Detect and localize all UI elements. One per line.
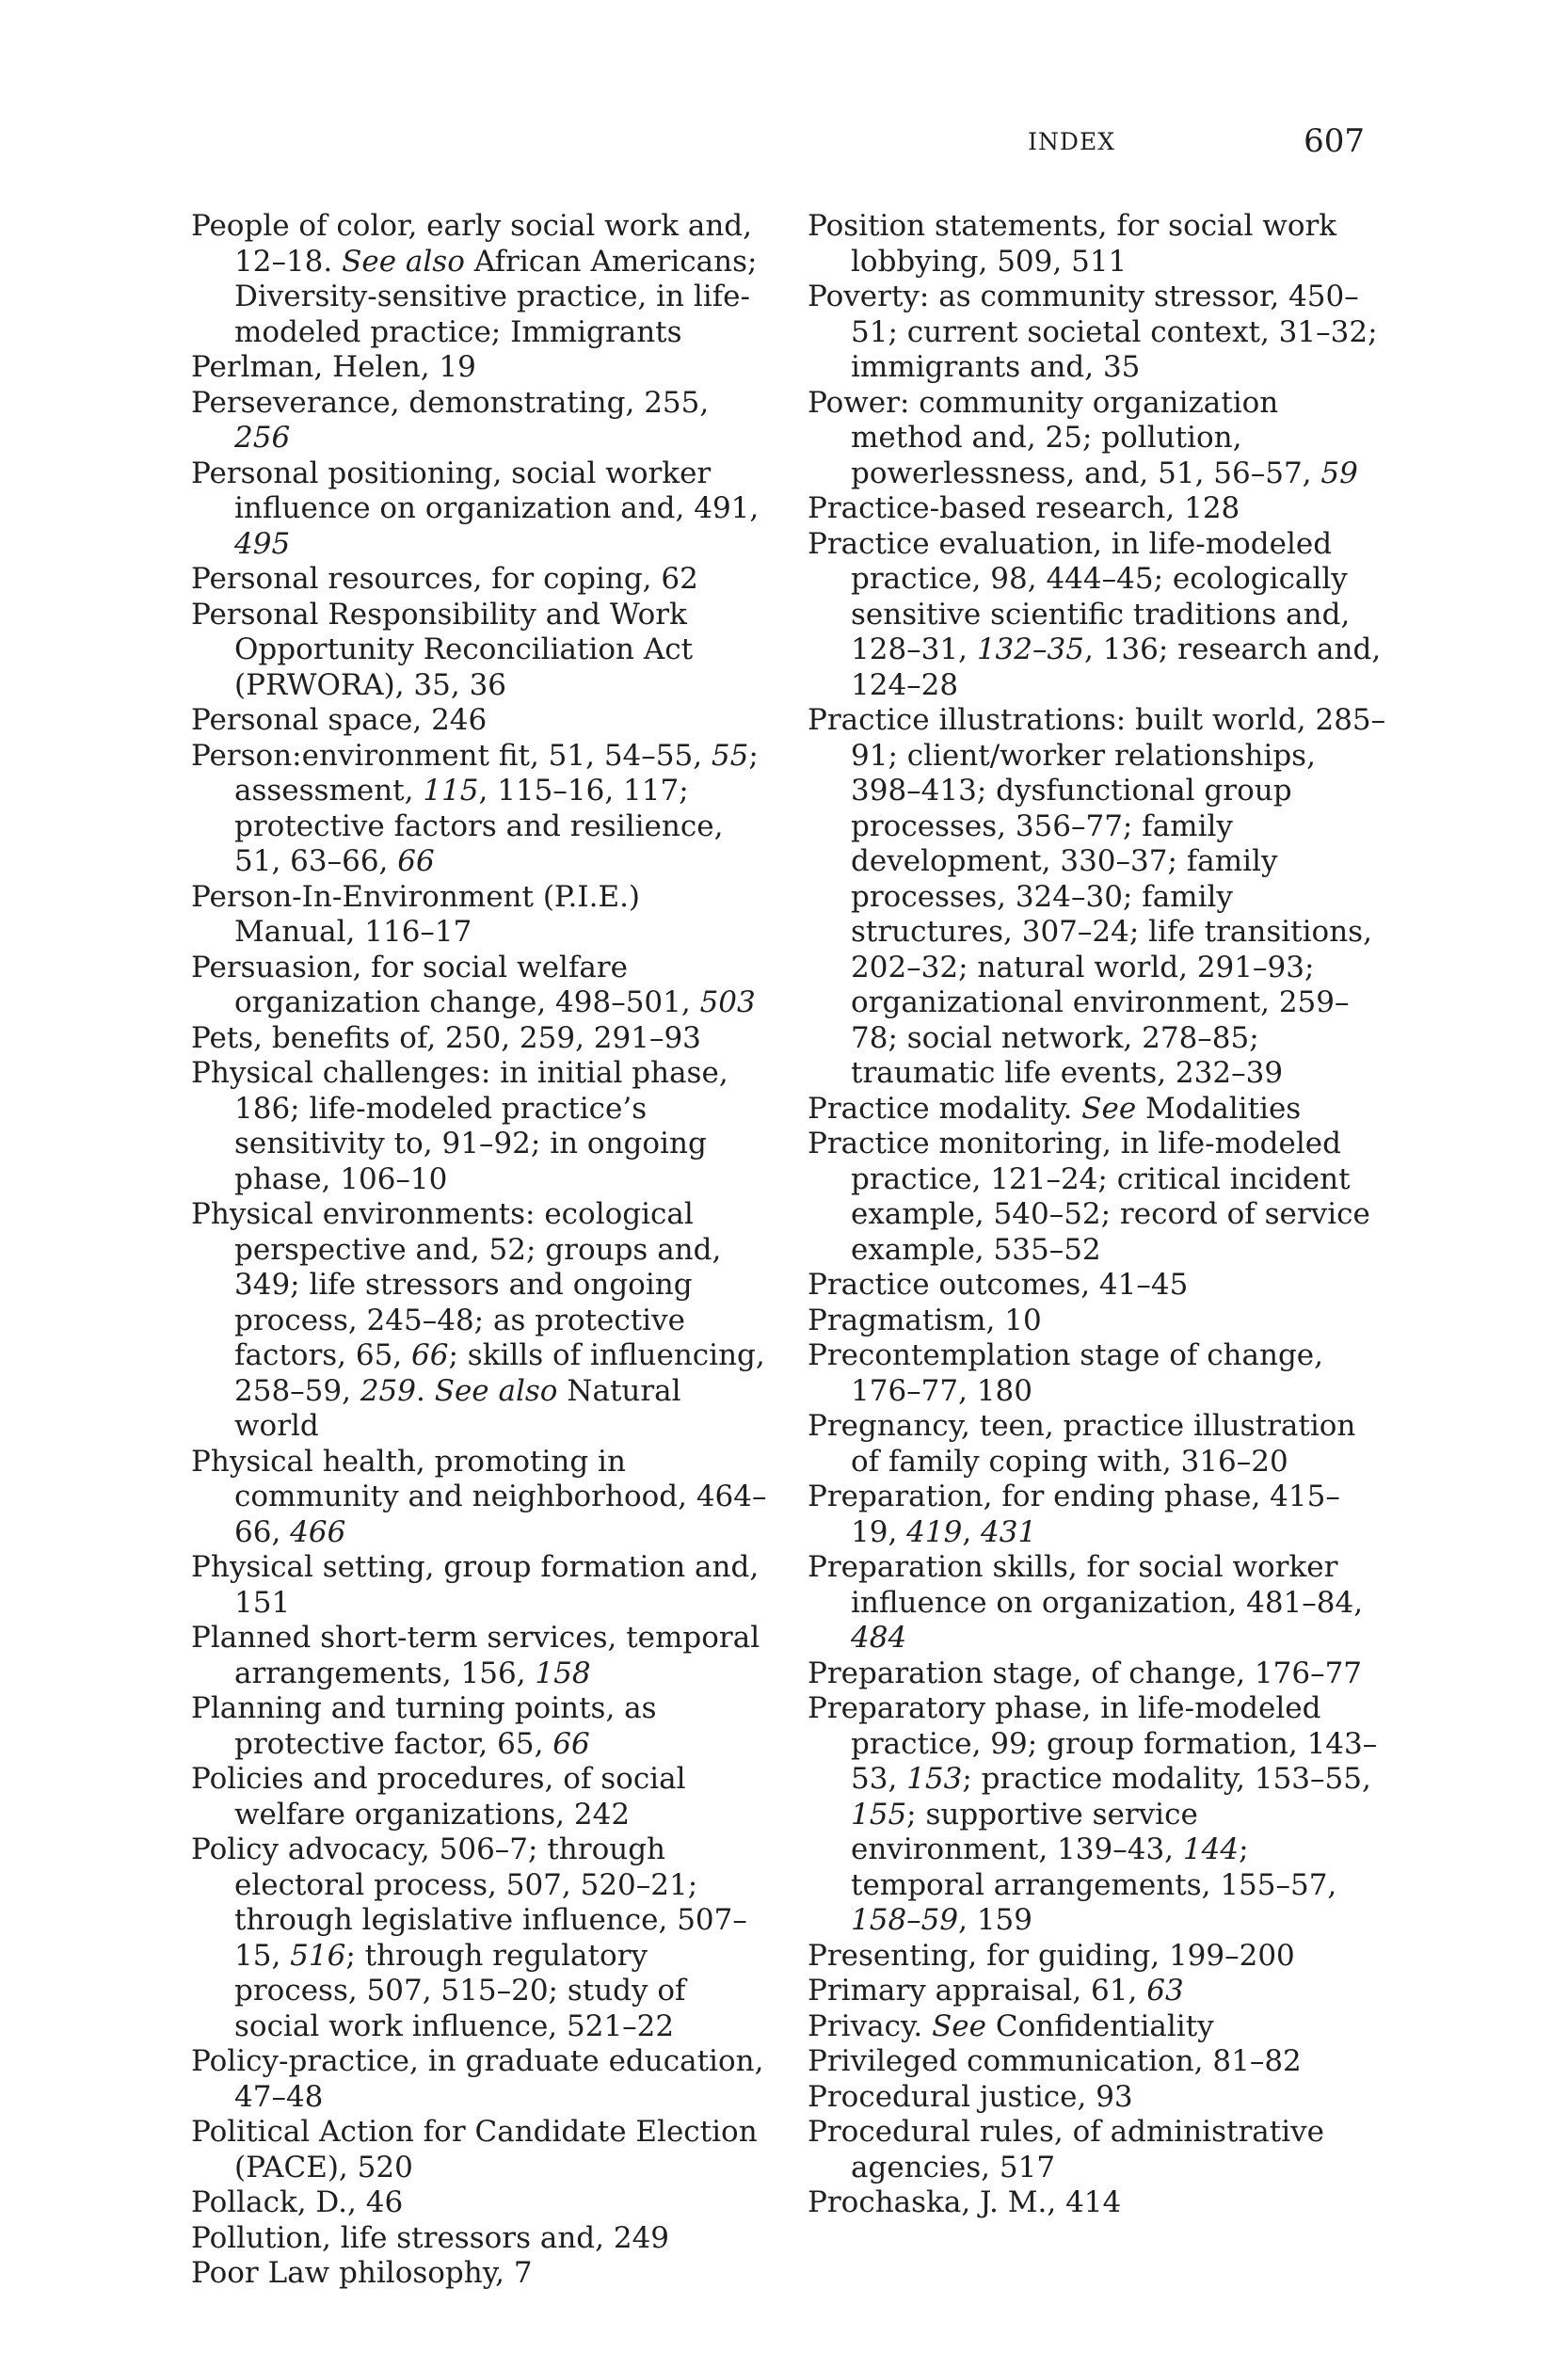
index-entry xyxy=(808,1304,1386,1339)
page-number: 607 xyxy=(1304,122,1365,160)
index-entry xyxy=(191,2256,770,2292)
index-entry-italic-text: See also xyxy=(434,1373,558,1408)
index-entry-italic-text: 153 xyxy=(906,1762,963,1796)
index-entry-text: , 115–16, 117; protective factors and resilience, 51, 63–66, xyxy=(234,774,724,878)
index-entry-text: Physical challenges: in initial phase, 186; life-modeled practice’s sensitivity to, 91–92; in ongoing phase, 106–10 xyxy=(191,1056,728,1196)
index-entry xyxy=(191,1056,770,1197)
index-entry xyxy=(191,880,770,951)
index-entry xyxy=(191,1832,770,2044)
index-entry-text: Pregnancy, teen, practice illustration of family coping with, 316–20 xyxy=(808,1409,1356,1479)
index-entry xyxy=(191,598,770,704)
index-entry-italic-text: 144 xyxy=(1182,1832,1240,1866)
index-entry-text: Practice-based research, 128 xyxy=(808,491,1240,525)
index-entry-italic-text: 484 xyxy=(851,1621,907,1655)
index-entry xyxy=(191,951,770,1021)
index-entry-text: Policy advocacy, 506–7; through electoral process, 507, 520–21; through legislative influence, 507–15, xyxy=(191,1832,747,1973)
index-entry-text: Pollution, life stressors and, 249 xyxy=(191,2220,670,2255)
index-entry xyxy=(191,2044,770,2115)
index-entry-text: Poverty: as community stressor, 450–51; current societal context, 31–32; immigrants and, 35 xyxy=(808,280,1378,384)
index-entry xyxy=(808,1092,1386,1128)
index-entry xyxy=(808,2185,1386,2221)
index-entry-text: Person:environment fit, 51, 54–55, xyxy=(191,738,712,773)
index-entry xyxy=(808,209,1386,280)
index-entry-italic-text: See xyxy=(932,2008,986,2043)
index-entry xyxy=(191,2221,770,2257)
index-entry xyxy=(808,2115,1386,2185)
index-entry-text: People of color, early social work and, 12–18. xyxy=(191,209,752,279)
index-entry-italic-text: 419 xyxy=(906,1514,963,1549)
index-entry xyxy=(191,2115,770,2185)
index-entry-text: , 136; research and, 124–28 xyxy=(851,632,1382,702)
index-entry-text: Practice outcomes, 41–45 xyxy=(808,1268,1189,1302)
index-entry-text: Confidentiality xyxy=(986,2008,1214,2043)
index-entry-text: Physical health, promoting in community and neighborhood, 464–66, xyxy=(191,1444,767,1549)
index-entry-italic-text: 256 xyxy=(234,421,291,455)
index-entry-italic-text: 55 xyxy=(711,738,749,773)
index-entry-text: Persuasion, for social welfare organization change, 498–501, xyxy=(191,950,700,1019)
index-entry xyxy=(808,1127,1386,1268)
index-entry-text: Planning and turning points, as protective factor, 65, xyxy=(191,1691,657,1761)
index-entry-text: Perseverance, demonstrating, 255, xyxy=(191,385,710,420)
index-entry xyxy=(191,562,770,598)
index-entry-text: ; temporal arrangements, 155–57, xyxy=(851,1832,1337,1902)
index-entry-text: Practice evaluation, in life-modeled practice, 98, 444–45; ecologically sensitive scientific traditions and, 128–31, xyxy=(808,526,1351,666)
index-entry-text: Preparation, for ending phase, 415–19, xyxy=(808,1480,1340,1549)
index-entry-italic-text: 115 xyxy=(423,774,479,808)
index-entry-italic-text: See also xyxy=(342,244,465,279)
index-entry-text: Preparation skills, for social worker influence on organization, 481–84, xyxy=(808,1550,1364,1620)
index-entry-text: Practice illustrations: built world, 285–91; client/worker relationships, 398–413; dysfunctional group processes, 356–77; family development, 330–37; family processes, 324–30; family structures, 307–24; life transitions, 202–32; natural world, 291–93; organizational environment, 259–78; social network, 278–85; traumatic life events, 232–39 xyxy=(808,703,1386,1090)
index-entry-italic-text: 158 xyxy=(535,1656,591,1690)
index-entry-text: Primary appraisal, 61, xyxy=(808,1974,1147,2008)
index-entry-text: Procedural justice, 93 xyxy=(808,2079,1133,2114)
index-entry-text: Modalities xyxy=(1136,1091,1302,1126)
index-entry-text: Physical environments: ecological perspective and, 52; groups and, 349; life stressors and ongoing process, 245–48; as protective factors, 65, xyxy=(191,1197,722,1372)
index-entry xyxy=(808,1691,1386,1939)
index-entry-italic-text: 66 xyxy=(552,1726,590,1761)
index-entry-italic-text: 66 xyxy=(397,844,435,878)
index-entry-text: African Americans; Diversity-sensitive practice, in life-modeled practice; Immigrants xyxy=(234,244,758,349)
index-entry-text: Power: community organization method and, 25; pollution, powerlessness, and, 51, 56–57, xyxy=(808,385,1321,490)
index-entry-italic-text: 431 xyxy=(981,1514,1037,1549)
index-entry-text: Position statements, for social work lobbying, 509, 511 xyxy=(808,209,1337,279)
index-entry xyxy=(808,1939,1386,1975)
index-entry-text: ; practice modality, 153–55, xyxy=(962,1762,1371,1796)
index-entry-italic-text: 466 xyxy=(290,1514,346,1549)
index-entry-text: Policy-practice, in graduate education, 47–48 xyxy=(191,2044,764,2114)
index-entry xyxy=(191,1691,770,1762)
index-entry-text: , xyxy=(962,1514,982,1549)
index-entry-italic-text: 516 xyxy=(290,1938,346,1973)
index-entry-text: Preparatory phase, in life-modeled practice, 99; group formation, 143–53, xyxy=(808,1691,1378,1796)
index-entry-text: ; skills of influencing, 258–59, xyxy=(234,1338,765,1408)
index-entry-text: Personal resources, for coping, 62 xyxy=(191,562,698,596)
index-entry xyxy=(808,1550,1386,1656)
index-entry-text: Privacy. xyxy=(808,2008,933,2043)
index-entry xyxy=(808,2009,1386,2045)
index-entry-italic-text: 155 xyxy=(851,1797,907,1832)
index-entry-text: Preparation stage, of change, 176–77 xyxy=(808,1656,1363,1690)
index-entry-text: Planned short-term services, temporal arrangements, 156, xyxy=(191,1621,760,1690)
index-entry xyxy=(808,527,1386,704)
index-entry xyxy=(808,1338,1386,1409)
index-entry-text: Pets, benefits of, 250, 259, 291–93 xyxy=(191,1020,701,1055)
index-entry xyxy=(808,2080,1386,2116)
index-entry-text: Practice monitoring, in life-modeled practice, 121–24; critical incident example, 540–52; record of service example, 535–52 xyxy=(808,1127,1370,1267)
index-entry-text: Policies and procedures, of social welfare organizations, 242 xyxy=(191,1762,686,1832)
index-entry xyxy=(808,491,1386,527)
index-entry-italic-text: 503 xyxy=(699,985,756,1019)
index-entry-text: Poor Law philosophy, 7 xyxy=(191,2256,533,2290)
index-entry xyxy=(191,1197,770,1445)
index-entry xyxy=(191,350,770,386)
index-entry-text: Pragmatism, 10 xyxy=(808,1303,1042,1337)
index-entry-text: Person-In-Environment (P.I.E.) Manual, 116–17 xyxy=(191,879,641,949)
index-entry xyxy=(191,1021,770,1057)
index-entry-italic-text: 59 xyxy=(1320,456,1358,490)
index-entry-italic-text: 66 xyxy=(411,1338,449,1372)
index-entry-text: Political Action for Candidate Election (PACE), 520 xyxy=(191,2115,758,2184)
index-entry-text: Prochaska, J. M., 414 xyxy=(808,2185,1122,2219)
index-entry-text: Physical setting, group formation and, 151 xyxy=(191,1550,760,1620)
index-entry-text: Perlman, Helen, 19 xyxy=(191,350,476,384)
index-entry xyxy=(808,1480,1386,1550)
index-entry xyxy=(191,209,770,350)
index-entry-text: , 159 xyxy=(958,1903,1033,1937)
index-entry xyxy=(191,2185,770,2221)
index-entry-text: Personal Responsibility and Work Opportunity Reconciliation Act (PRWORA), 35, 36 xyxy=(191,597,694,702)
index-entry-text: Privileged communication, 81–82 xyxy=(808,2044,1302,2078)
index-entry xyxy=(191,1445,770,1551)
index-entry xyxy=(191,386,770,456)
index-entry xyxy=(808,1656,1386,1692)
index-entry-text: . xyxy=(416,1373,435,1408)
index-column-right xyxy=(808,209,1386,2221)
index-entry-text: Precontemplation stage of change, 176–77, 180 xyxy=(808,1338,1324,1408)
index-entry-italic-text: 63 xyxy=(1146,1974,1184,2008)
index-entry-text: Personal space, 246 xyxy=(191,703,488,737)
index-entry-italic-text: See xyxy=(1081,1091,1137,1126)
index-entry xyxy=(191,1550,770,1621)
index-entry-text: ; through regulatory process, 507, 515–20; study of social work influence, 521–22 xyxy=(234,1938,686,2043)
index-entry xyxy=(191,703,770,739)
index-entry xyxy=(808,386,1386,492)
index-entry xyxy=(808,1268,1386,1304)
index-entry xyxy=(808,280,1386,386)
index-entry-text: Presenting, for guiding, 199–200 xyxy=(808,1938,1295,1973)
index-entry xyxy=(808,1974,1386,2009)
index-entry xyxy=(808,2044,1386,2080)
index-entry xyxy=(191,456,770,563)
index-entry-italic-text: 132–35 xyxy=(976,632,1084,666)
index-entry xyxy=(191,1762,770,1832)
running-head xyxy=(188,122,1365,160)
running-head-title: INDEX xyxy=(1028,128,1115,155)
index-entry xyxy=(808,1409,1386,1480)
index-entry-italic-text: 259 xyxy=(360,1373,416,1408)
index-entry-text: Practice modality. xyxy=(808,1091,1082,1126)
index-entry-text: ; supportive service environment, 139–43, xyxy=(851,1797,1198,1866)
index-column-left xyxy=(191,209,770,2292)
index-entry xyxy=(191,1621,770,1691)
index-entry xyxy=(191,739,770,880)
index-entry-text: Pollack, D., 46 xyxy=(191,2185,404,2219)
index-entry-text: Natural world xyxy=(234,1373,681,1443)
index-entry-italic-text: 158–59 xyxy=(851,1903,959,1937)
index-entry-text: Personal positioning, social worker influence on organization and, 491, xyxy=(191,456,760,525)
index-entry xyxy=(808,703,1386,1092)
index-entry-text: ; assessment, xyxy=(234,738,759,808)
index-entry-italic-text: 495 xyxy=(234,526,291,561)
index-entry-text: Procedural rules, of administrative agencies, 517 xyxy=(808,2115,1324,2184)
